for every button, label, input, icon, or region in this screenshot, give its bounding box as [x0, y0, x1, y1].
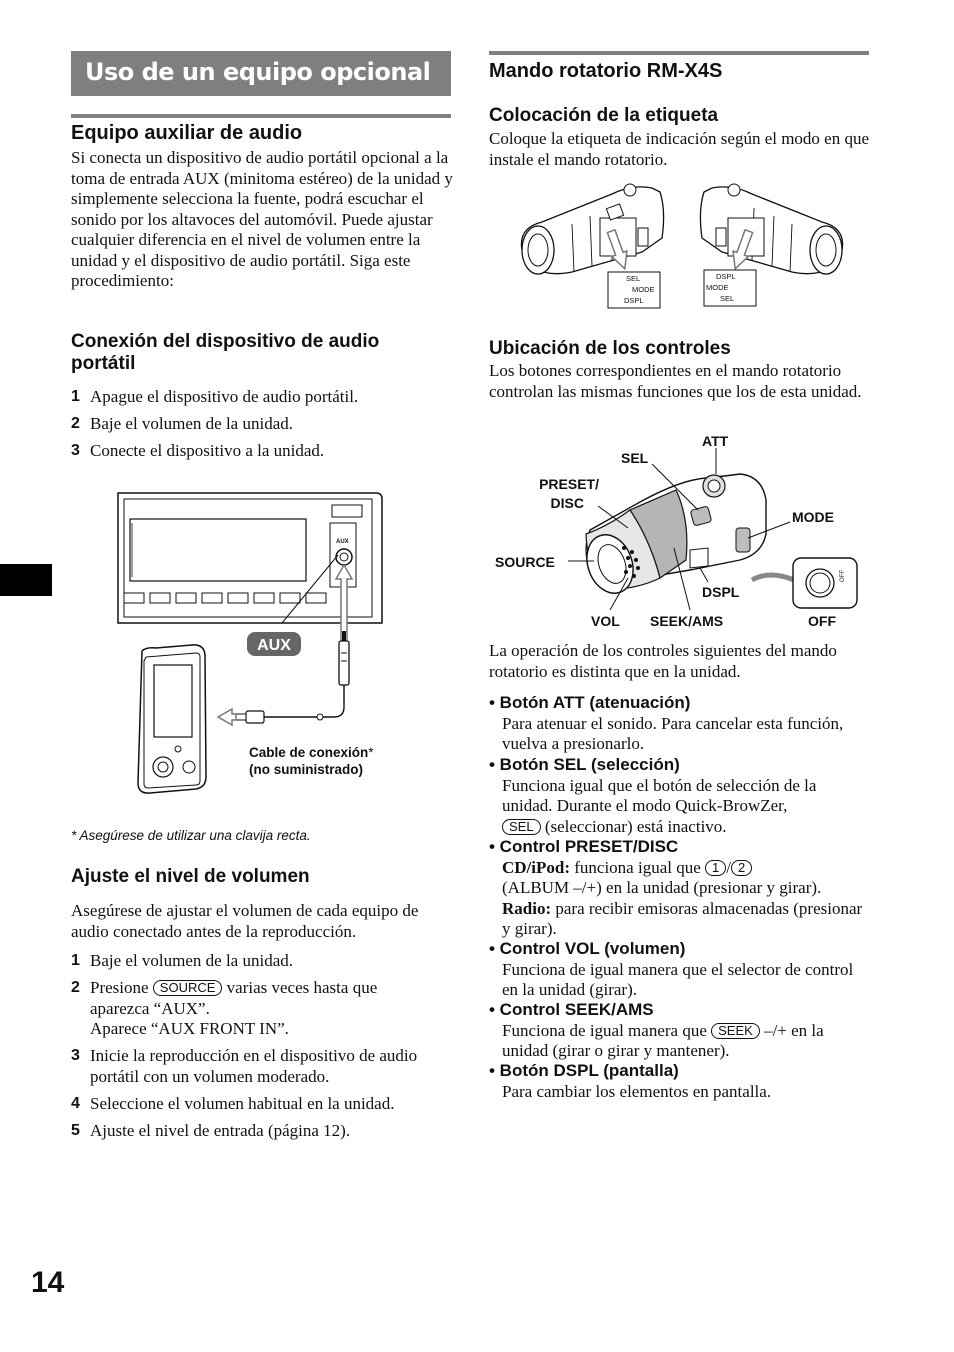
connection-heading-line2: portátil	[71, 353, 136, 374]
rotary-commander-left	[521, 184, 663, 274]
portable-player-illustration	[138, 645, 206, 793]
bullet-heading: • Control VOL (volumen)	[489, 939, 686, 958]
bullet-heading: • Botón SEL (selección)	[489, 755, 680, 774]
seek-key: SEEK	[711, 1023, 760, 1039]
left-arrow-icon	[218, 709, 236, 725]
step-text: Apague el dispositivo de audio portátil.	[90, 387, 359, 406]
step-number: 5	[71, 1122, 80, 1139]
vol-step-3	[71, 1046, 451, 1087]
bullet-text: Funciona de igual manera que el selector de control en la unidad (girar).	[502, 959, 854, 999]
mode-label: MODE	[792, 509, 834, 525]
step-number: 1	[71, 952, 80, 969]
divider	[489, 51, 869, 55]
tag-text: MODE	[706, 283, 729, 292]
bullet-sel	[489, 755, 869, 837]
source-key: SOURCE	[153, 980, 223, 996]
step-number: 3	[71, 442, 80, 459]
controls-heading: Ubicación de los controles	[489, 338, 731, 359]
step-text: Conecte el dispositivo a la unidad.	[90, 441, 325, 460]
step-text: Inicie la reproducción en el dispositivo de audio portátil con un volumen moderado.	[90, 1046, 418, 1086]
label-tag-left	[608, 272, 660, 308]
conn-step-2	[71, 414, 293, 435]
bullet-heading: • Botón ATT (atenuación)	[489, 693, 691, 712]
footnote-text: Asegúrese de utilizar una clavija recta.	[79, 828, 311, 843]
conn-step-3	[71, 441, 324, 462]
bullet-text-b: –/+ en la unidad (girar o girar y mantener).	[502, 1020, 824, 1060]
step-text-pre: Presione	[90, 978, 149, 997]
vol-label: VOL	[591, 613, 620, 629]
bullet-preset	[489, 837, 869, 940]
side-tab-marker	[0, 564, 52, 596]
step-number: 1	[71, 388, 80, 405]
sel-key: SEL	[502, 819, 541, 835]
bullet-text-a: Funciona de igual manera que	[502, 1020, 712, 1040]
step-text	[90, 978, 377, 1040]
preset-label-line2: DISC	[550, 495, 584, 511]
plug-icon	[339, 641, 349, 685]
sel-label: SEL	[621, 450, 649, 466]
rotary-commander-right	[700, 184, 842, 274]
bullet-vol	[489, 939, 869, 1001]
section-banner	[71, 51, 451, 96]
label-text: Coloque la etiqueta de indicación según el modo en que instale el mando rotatorio.	[489, 129, 870, 169]
step-text-line2: aparezca “AUX”.	[90, 998, 210, 1018]
source-label: SOURCE	[495, 554, 555, 570]
cable-note: (no suministrado)	[249, 762, 363, 777]
aux-connection-illustration	[110, 485, 400, 810]
att-label: ATT	[702, 433, 729, 449]
tag-text: MODE	[632, 285, 655, 294]
controls-location-illustration	[490, 430, 870, 635]
key-2: 2	[731, 860, 752, 876]
step-number: 4	[71, 1095, 80, 1112]
bullet-heading: • Control PRESET/DISC	[489, 837, 679, 856]
step-text-line3: Aparece “AUX FRONT IN”.	[90, 1019, 289, 1038]
bullet-text	[489, 776, 869, 838]
volume-intro: Asegúrese de ajustar el volumen de cada equipo de audio conectado antes de la reproducción.	[71, 901, 419, 941]
dspl-button	[690, 548, 708, 568]
mode-button	[736, 528, 750, 552]
step-number: 2	[71, 415, 80, 432]
cd-text-2: (ALBUM –/+) en la unidad (presionar y girar).	[502, 878, 822, 897]
label-heading: Colocación de la etiqueta	[489, 105, 719, 126]
step-text: Ajuste el nivel de entrada (página 12).	[90, 1121, 351, 1140]
key-1: 1	[705, 860, 726, 876]
tag-text: SEL	[626, 274, 641, 283]
right-title: Mando rotatorio RM-X4S	[489, 60, 723, 82]
section-title: Uso de un equipo opcional	[85, 58, 431, 86]
bullet-seek	[489, 1000, 869, 1062]
slash: /	[726, 857, 731, 877]
vol-step-5	[71, 1121, 350, 1142]
cd-label: CD/iPod:	[502, 857, 570, 877]
connection-heading	[71, 331, 451, 375]
step-text: Baje el volumen de la unidad.	[90, 414, 293, 433]
bullet-att	[489, 693, 869, 755]
bullet-text: Para atenuar el sonido. Para cancelar esta función, vuelva a presionarlo.	[502, 713, 844, 753]
step-text: Baje el volumen de la unidad.	[90, 951, 293, 970]
vol-step-4	[71, 1094, 394, 1115]
aux-intro: Si conecta un dispositivo de audio portátil opcional a la toma de entrada AUX (minitoma estéreo) de la unidad y simplemente selecciona la fuente, podrá escuchar el sonido por los altavoces del automóvil. Puede ajustar cualquier diferencia en el nivel de volumen entre la unidad y el dispositivo de audio portátil. Siga este procedimiento:	[71, 148, 453, 290]
dspl-label: DSPL	[702, 584, 740, 600]
step-text: Seleccione el volumen habitual en la unidad.	[90, 1094, 395, 1113]
preset-label-line1: PRESET/	[539, 476, 599, 492]
bullet-text	[489, 1021, 869, 1062]
controls-text: Los botones correspondientes en el mando rotatorio controlan las mismas funciones que los de esta unidad.	[489, 361, 862, 401]
off-label: OFF	[808, 613, 836, 629]
seek-label: SEEK/AMS	[650, 613, 724, 629]
bullet-heading: • Botón DSPL (pantalla)	[489, 1061, 679, 1080]
bullet-text	[489, 858, 869, 940]
aux-heading: Equipo auxiliar de audio	[71, 122, 303, 144]
difference-text: La operación de los controles siguientes del mando rotatorio es distinta que en la unidad.	[489, 641, 837, 681]
radio-label: Radio:	[502, 898, 552, 918]
aux-jack-label: AUX	[336, 539, 349, 545]
cd-text: funciona igual que	[570, 857, 706, 877]
bullet-text-a: Funciona igual que el botón de selección de la unidad. Durante el modo Quick-BrowZer,	[502, 775, 817, 815]
connection-heading-line1: Conexión del dispositivo de audio	[71, 331, 380, 352]
bullet-text: Para cambiar los elementos en pantalla.	[502, 1081, 772, 1101]
bullet-dspl	[489, 1061, 869, 1102]
conn-step-1	[71, 387, 358, 408]
tag-text: SEL	[720, 294, 735, 303]
tag-text: DSPL	[716, 272, 736, 281]
footnote-mark: *	[71, 828, 77, 843]
tag-text: DSPL	[624, 296, 644, 305]
bullet-heading: • Control SEEK/AMS	[489, 1000, 654, 1019]
step-text-post: varias veces hasta que	[222, 978, 378, 997]
label-tag-right	[704, 270, 756, 306]
radio-text: para recibir emisoras almacenadas (presionar y girar).	[502, 898, 863, 938]
label-placement-illustration	[512, 180, 852, 310]
footnote	[71, 828, 311, 843]
off-small-label: OFF	[840, 570, 846, 582]
step-number: 2	[71, 979, 80, 996]
volume-heading: Ajuste el nivel de volumen	[71, 866, 310, 887]
bullet-text-b: (seleccionar) está inactivo.	[540, 816, 727, 836]
vol-step-1	[71, 951, 293, 972]
cable-label: Cable de conexión*	[249, 745, 374, 760]
step-number: 3	[71, 1047, 80, 1064]
divider	[71, 114, 451, 118]
page-number: 14	[31, 1266, 65, 1299]
vol-step-2	[71, 978, 451, 1040]
rotary-commander	[579, 474, 766, 600]
aux-badge-text: AUX	[257, 637, 291, 654]
